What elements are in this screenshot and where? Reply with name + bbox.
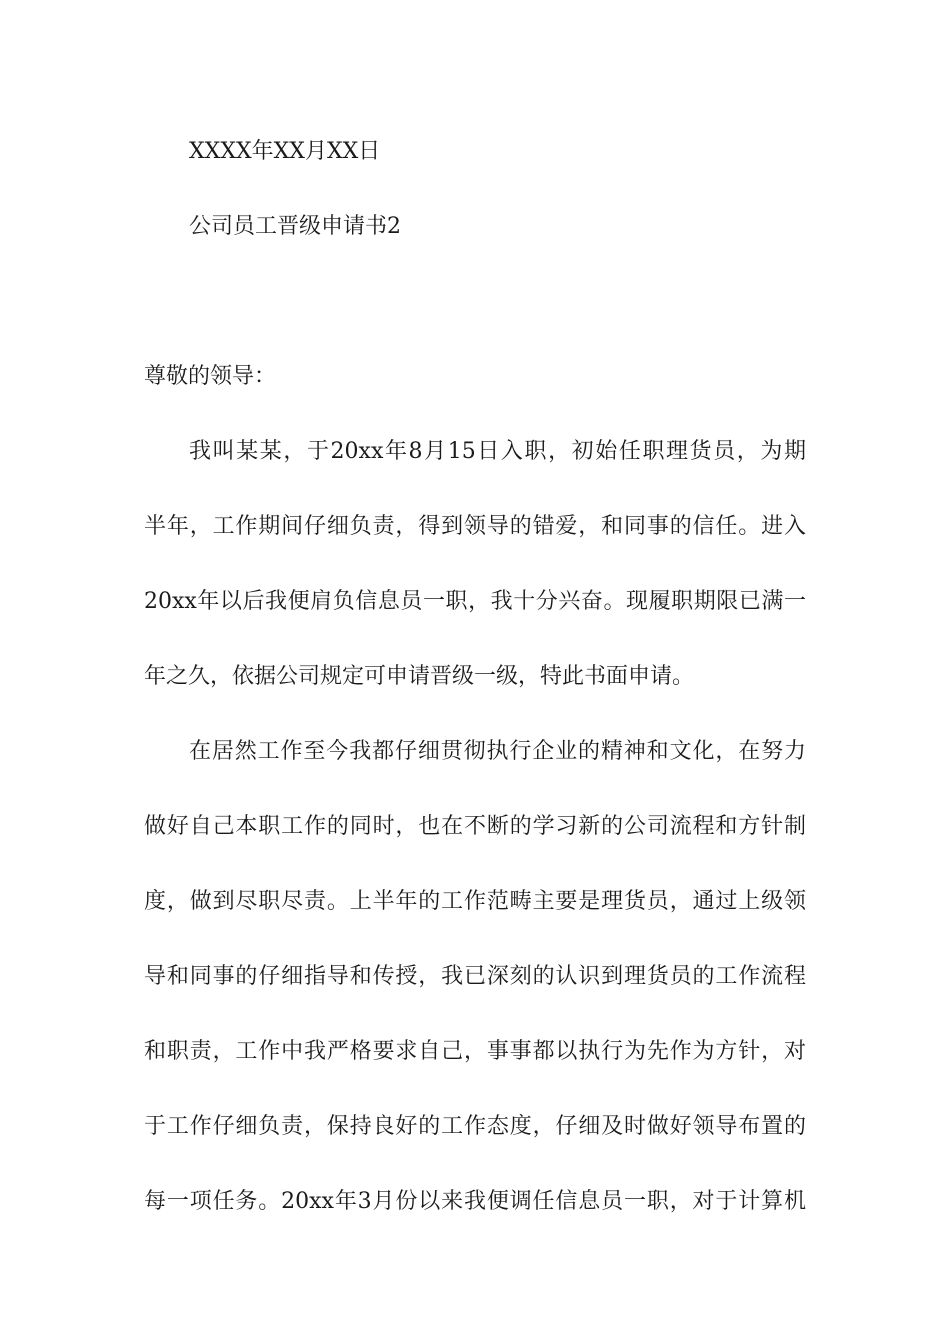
body-line-5: 在居然工作至今我都仔细贯彻执行企业的精神和文化，在努力 xyxy=(189,739,806,764)
body-line-6: 做好自己本职工作的同时，也在不断的学习新的公司流程和方针制 xyxy=(144,814,806,839)
salutation: 尊敬的领导： xyxy=(144,364,277,389)
body-line-8: 导和同事的仔细指导和传授，我已深刻的认识到理货员的工作流程 xyxy=(144,964,806,989)
body-line-10: 于工作仔细负责，保持良好的工作态度，仔细及时做好领导布置的 xyxy=(144,1114,806,1139)
body-line-7: 度，做到尽职尽责。上半年的工作范畴主要是理货员，通过上级领 xyxy=(144,889,806,914)
body-line-3: 20xx年以后我便肩负信息员一职，我十分兴奋。现履职期限已满一 xyxy=(144,589,806,614)
body-line-2: 半年，工作期间仔细负责，得到领导的错爱，和同事的信任。进入 xyxy=(144,514,806,539)
body-line-1: 我叫某某，于20xx年8月15日入职，初始任职理货员，为期 xyxy=(189,439,806,464)
body-line-9: 和职责，工作中我严格要求自己，事事都以执行为先作为方针，对 xyxy=(144,1039,806,1064)
date-line: XXXX年XX月XX日 xyxy=(189,139,381,164)
body-line-11: 每一项任务。20xx年3月份以来我便调任信息员一职，对于计算机 xyxy=(144,1189,806,1214)
body-line-4: 年之久，依据公司规定可申请晋级一级，特此书面申请。 xyxy=(144,664,695,689)
document-title: 公司员工晋级申请书2 xyxy=(189,214,401,239)
